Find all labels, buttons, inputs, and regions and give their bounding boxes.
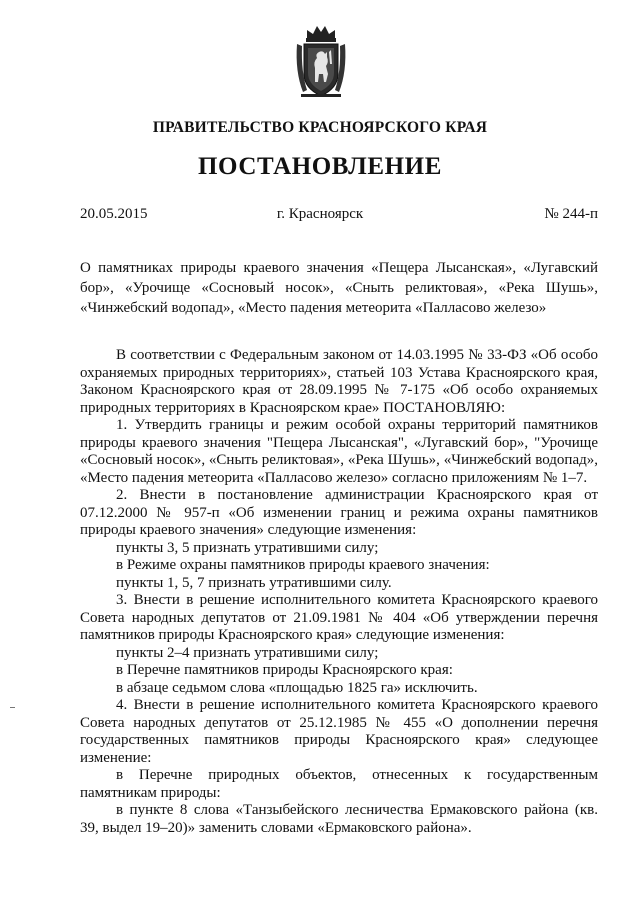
clause-2-item-1: пункты 3, 5 признать утратившими силу; xyxy=(116,539,379,556)
scan-mark xyxy=(10,707,15,708)
document-city: г. Красноярск xyxy=(276,206,364,222)
preamble-paragraph: В соответствии с Федеральным законом от 14.03.1995 № 33-ФЗ «Об особо охраняемых природных территориях», статьей 103 Устава Красноярского края, Законом Красноярского края от 28.09.1995 № 7-175 «Об особо охраняемых природных территориях в Красноярском крае» ПОСТАНОВЛЯЮ: xyxy=(80,347,598,416)
clause-4-paragraph: 4. Внести в решение исполнительного комитета Красноярского краевого Совета народных депутатов от 25.12.1985 № 455 «О дополнении перечня государственных памятников природы Красноярского края» следующее изменение: xyxy=(80,697,598,766)
document-body xyxy=(80,347,598,837)
document-number: № 244-п xyxy=(544,206,598,222)
document-date: 20.05.2015 xyxy=(80,206,148,222)
organization-title: ПРАВИТЕЛЬСТВО КРАСНОЯРСКОГО КРАЯ xyxy=(152,119,488,136)
clause-4-item-1: в Перечне природных объектов, отнесенных к государственным памятникам природы: xyxy=(80,767,598,801)
clause-3-item-2: в Перечне памятников природы Красноярского края: xyxy=(116,662,453,678)
document-subject: О памятниках природы краевого значения «Пещера Лысанская», «Лугавский бор», «Урочище «Сосновый носок», «Сныть реликтовая», «Река Шушь», «Чинжебский водопад», «Место падения метеорита «Палласово железо» xyxy=(80,260,598,316)
clause-4-item-2: в пункте 8 слова «Танзыбейского лесничества Ермаковского района (кв. 39, выдел 19–20)» заменить словами «Ермаковского района». xyxy=(80,802,598,836)
document-type-title: ПОСТАНОВЛЕНИЕ xyxy=(197,153,443,180)
clause-3-paragraph: 3. Внести в решение исполнительного комитета Красноярского краевого Совета народных депутатов от 21.09.1981 № 404 «Об утверждении перечня памятников природы Красноярского края» следующие изменения: xyxy=(80,592,598,643)
clause-2-item-2: в Режиме охраны памятников природы краевого значения: xyxy=(116,557,490,573)
clause-1-paragraph: 1. Утвердить границы и режим особой охраны территорий памятников природы краевого значения "Пещера Лысанская", «Лугавский бор», "Урочище «Сосновый носок», «Сныть реликтовая», «Река Шушь», «Чинжебский водопад», «Место падения метеорита «Палласово железо» согласно приложениям № 1–7. xyxy=(80,417,598,486)
clause-3-item-3: в абзаце седьмом слова «площадью 1825 га» исключить. xyxy=(116,679,478,696)
clause-3-item-1: пункты 2–4 признать утратившими силу; xyxy=(116,644,379,661)
clause-2-item-3: пункты 1, 5, 7 признать утратившими силу. xyxy=(116,574,392,591)
coat-of-arms-icon xyxy=(293,22,349,100)
clause-2-paragraph: 2. Внести в постановление администрации Красноярского края от 07.12.2000 № 957-п «Об изменении границ и режима охраны памятников природы краевого значения» следующие изменения: xyxy=(80,487,598,538)
